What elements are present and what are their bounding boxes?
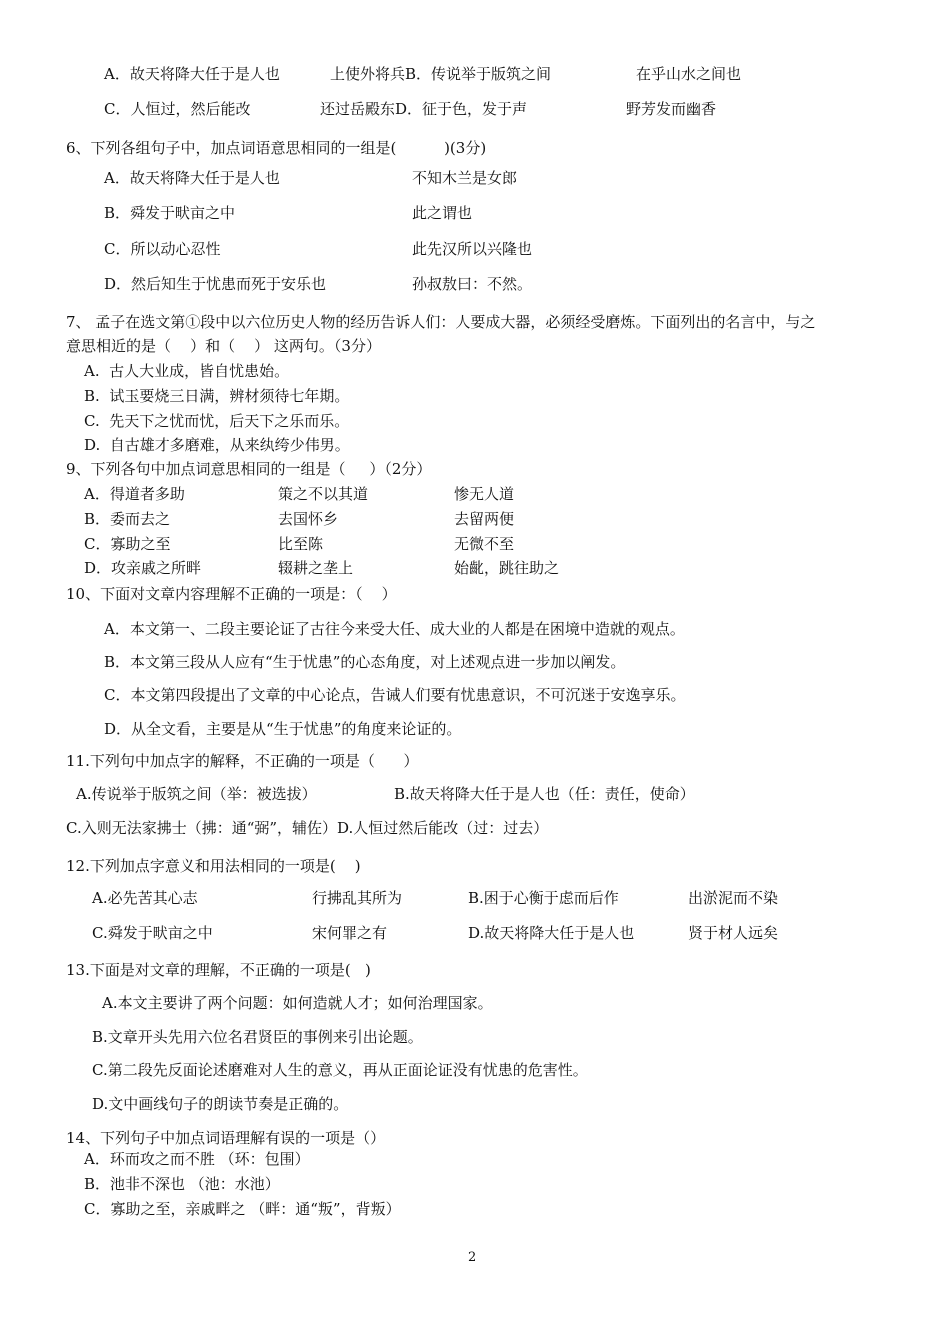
text-line-column: 此先汉所以兴隆也 — [412, 240, 533, 258]
text-line-column: 比至陈 — [278, 535, 324, 553]
text-line: D. 自古雄才多磨难，从来纨绔少伟男。 — [84, 436, 350, 454]
text-line: D．然后知生于忧患而死于安乐也 — [104, 275, 327, 293]
text-line: 13.下面是对文章的理解，不正确的一项是( ) — [66, 961, 371, 979]
text-line-column: 在乎山水之间也 — [636, 65, 742, 83]
text-line: 12.下列加点字意义和用法相同的一项是( ) — [66, 857, 361, 875]
text-line-column: 策之不以其道 — [278, 485, 369, 503]
text-line: A.本文主要讲了两个问题：如何造就人才；如何治理国家。 — [102, 994, 493, 1012]
text-line: C.入则无法家拂士（拂：通“弼”，辅佐）D.人恒过然后能改（过：过去） — [66, 819, 549, 837]
text-line: D．攻亲戚之所畔 — [84, 559, 202, 577]
text-line: B.文章开头先用六位名君贤臣的事例来引出论题。 — [92, 1028, 423, 1046]
text-line: D．从全文看，主要是从“生于忧患”的角度来论证的。 — [104, 720, 462, 738]
text-line-column: 不知木兰是女郎 — [412, 169, 518, 187]
text-line-column: 行拂乱其所为 — [312, 889, 403, 907]
text-line-column: 去国怀乡 — [278, 510, 339, 528]
text-line: B. 试玉要烧三日满，辨材须待七年期。 — [84, 387, 350, 405]
text-line-column: 无微不至 — [454, 535, 515, 553]
text-line: A．得道者多助 — [84, 485, 185, 503]
text-line-column: 上使外将兵B．传说举于版筑之间 — [330, 65, 552, 83]
text-line-column: 始齔，跳往助之 — [454, 559, 560, 577]
text-line: 14、下列句子中加点词语理解有误的一项是（） — [66, 1129, 386, 1147]
text-line-column: D.故天将降大任于是人也 — [468, 924, 635, 942]
text-line: 意思相近的是（ ）和（ ） 这两句。（3分） — [66, 337, 381, 355]
text-line: C．人恒过，然后能改 — [104, 100, 251, 118]
text-line: A．环而攻之而不胜 （环：包围） — [84, 1150, 310, 1168]
text-line: A．本文第一、二段主要论证了古往今来受大任、成大业的人都是在困境中造就的观点。 — [104, 620, 685, 638]
text-line-column: 辍耕之垄上 — [278, 559, 354, 577]
text-line: C.第二段先反面论述磨难对人生的意义，再从正面论证没有忧患的危害性。 — [92, 1061, 588, 1079]
text-line: 11.下列句中加点字的解释，不正确的一项是（ ） — [66, 752, 419, 770]
text-line: A.传说举于版筑之间（举：被选拔） — [76, 785, 317, 803]
text-line: 9、下列各句中加点词意思相同的一组是（ ）（2分） — [66, 460, 432, 478]
text-line-column: 此之谓也 — [412, 204, 473, 222]
text-line: 7、 孟子在选文第①段中以六位历史人物的经历告诉人们：人要成大器，必须经受磨炼。下面列出的名言中，与之 — [66, 313, 816, 331]
text-line: B．舜发于畎亩之中 — [104, 204, 236, 222]
text-line-column: B.故天将降大任于是人也（任：责任，使命） — [394, 785, 695, 803]
text-line: A．故天将降大任于是人也 — [104, 169, 280, 187]
text-line: A.必先苦其心志 — [92, 889, 198, 907]
text-line: B．本文第三段从人应有“生于忧患”的心态角度，对上述观点进一步加以阐发。 — [104, 653, 626, 671]
text-line-column: 贤于材人远矣 — [688, 924, 779, 942]
text-line: D.文中画线句子的朗读节奏是正确的。 — [92, 1095, 349, 1113]
text-line: 10、下面对文章内容理解不正确的一项是：（ ） — [66, 585, 397, 603]
text-line: B．池非不深也 （池：水池） — [84, 1175, 280, 1193]
text-line: B．委而去之 — [84, 510, 171, 528]
text-line-column: 去留两便 — [454, 510, 515, 528]
text-line-column: B.困于心衡于虑而后作 — [468, 889, 619, 907]
text-line-column: 孙叔敖曰：不然。 — [412, 275, 533, 293]
text-line-column: 出淤泥而不染 — [688, 889, 779, 907]
text-line: C. 先天下之忧而忧，后天下之乐而乐。 — [84, 412, 350, 430]
text-line: A. 古人大业成，皆自忧患始。 — [84, 362, 290, 380]
text-line-column: 野芳发而幽香 — [626, 100, 717, 118]
text-line: C．寡助之至，亲戚畔之 （畔：通“叛”，背叛） — [84, 1200, 401, 1218]
text-line: C.舜发于畎亩之中 — [92, 924, 213, 942]
page-number: 2 — [468, 1250, 477, 1265]
text-line: 6、下列各组句子中，加点词语意思相同的一组是( )(3分) — [66, 139, 487, 157]
text-line: A．故天将降大任于是人也 — [104, 65, 280, 83]
text-line: C．寡助之至 — [84, 535, 171, 553]
text-line-column: 还过岳殿东D．征于色，发于声 — [320, 100, 528, 118]
text-line: C．本文第四段提出了文章的中心论点，告诫人们要有忧患意识，不可沉迷于安逸享乐。 — [104, 686, 686, 704]
text-line: C．所以动心忍性 — [104, 240, 221, 258]
text-line-column: 惨无人道 — [454, 485, 515, 503]
text-line-column: 宋何罪之有 — [312, 924, 388, 942]
